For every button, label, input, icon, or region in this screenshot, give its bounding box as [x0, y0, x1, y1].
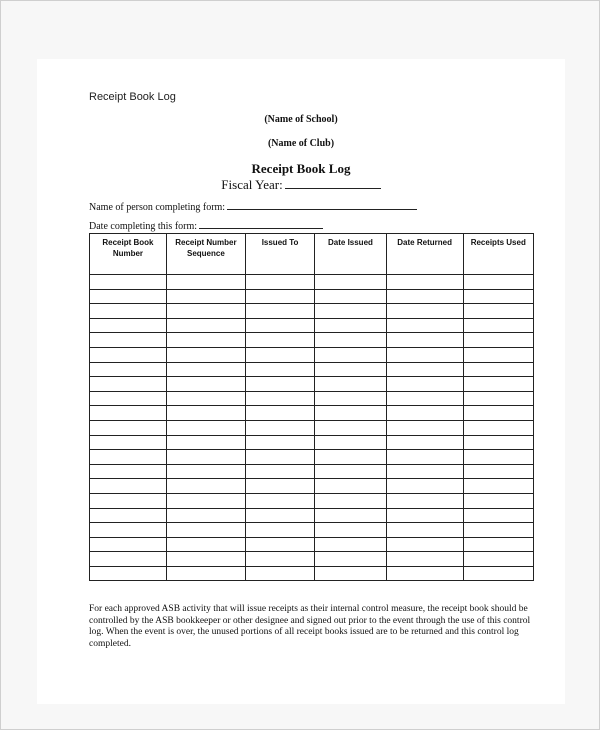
table-cell[interactable]	[90, 420, 167, 435]
table-cell[interactable]	[166, 377, 245, 392]
table-cell[interactable]	[315, 537, 386, 552]
table-cell[interactable]	[315, 479, 386, 494]
receipt-log-table	[89, 233, 534, 581]
school-name: (Name of School)	[264, 114, 338, 125]
table-row	[90, 420, 534, 435]
table-cell[interactable]	[90, 479, 167, 494]
table-cell[interactable]	[245, 523, 314, 538]
fiscal-year-field	[37, 176, 565, 193]
table-cell[interactable]	[463, 493, 533, 508]
table-cell[interactable]	[315, 493, 386, 508]
table-cell[interactable]	[386, 289, 463, 304]
table-row	[90, 391, 534, 406]
table-cell[interactable]	[386, 479, 463, 494]
table-row	[90, 537, 534, 552]
table-cell[interactable]	[386, 406, 463, 421]
table-row	[90, 479, 534, 494]
table-cell[interactable]	[90, 537, 167, 552]
table-cell[interactable]	[463, 566, 533, 581]
table-cell[interactable]	[166, 552, 245, 567]
table-cell[interactable]	[386, 508, 463, 523]
table-cell[interactable]	[386, 420, 463, 435]
table-cell[interactable]	[245, 318, 314, 333]
table-cell[interactable]	[386, 493, 463, 508]
table-cell[interactable]	[386, 362, 463, 377]
table-cell[interactable]	[315, 318, 386, 333]
table-cell[interactable]	[166, 493, 245, 508]
table-cell[interactable]	[166, 523, 245, 538]
table-cell[interactable]	[90, 304, 167, 319]
table-cell[interactable]	[166, 318, 245, 333]
table-row	[90, 552, 534, 567]
table-cell[interactable]	[166, 391, 245, 406]
table-cell[interactable]	[463, 391, 533, 406]
document-page	[37, 59, 565, 704]
table-cell[interactable]	[245, 450, 314, 465]
table-cell[interactable]	[90, 493, 167, 508]
table-cell[interactable]	[386, 566, 463, 581]
table-cell[interactable]	[463, 479, 533, 494]
table-cell[interactable]	[245, 479, 314, 494]
table-cell[interactable]	[90, 406, 167, 421]
table-cell[interactable]	[463, 420, 533, 435]
table-cell[interactable]	[463, 377, 533, 392]
table-row	[90, 304, 534, 319]
table-cell[interactable]	[166, 479, 245, 494]
table-cell[interactable]	[166, 508, 245, 523]
table-cell[interactable]	[166, 347, 245, 362]
table-cell[interactable]	[315, 435, 386, 450]
table-cell[interactable]	[463, 333, 533, 348]
name-field	[89, 200, 417, 213]
table-cell[interactable]	[245, 304, 314, 319]
table-cell[interactable]	[386, 275, 463, 290]
table-cell[interactable]	[245, 420, 314, 435]
date-label: Date completing this form:	[89, 221, 198, 232]
table-cell[interactable]	[315, 406, 386, 421]
table-cell[interactable]	[386, 347, 463, 362]
table-cell[interactable]	[315, 275, 386, 290]
table-row	[90, 362, 534, 377]
table-cell[interactable]	[245, 362, 314, 377]
table-cell[interactable]	[315, 391, 386, 406]
table-cell[interactable]	[386, 377, 463, 392]
table-cell[interactable]	[386, 523, 463, 538]
document-small-title: Receipt Book Log	[89, 91, 176, 103]
table-cell[interactable]	[463, 552, 533, 567]
table-cell[interactable]	[315, 508, 386, 523]
table-cell[interactable]	[315, 347, 386, 362]
col-header: Receipts Used	[463, 234, 533, 275]
table-cell[interactable]	[90, 347, 167, 362]
table-cell[interactable]	[386, 391, 463, 406]
page-title: Receipt Book Log	[251, 161, 351, 176]
table-cell[interactable]	[245, 566, 314, 581]
table-row	[90, 275, 534, 290]
table-cell[interactable]	[90, 377, 167, 392]
table-cell[interactable]	[166, 304, 245, 319]
col-header: Receipt Book Number	[90, 234, 167, 275]
table-row	[90, 289, 534, 304]
table-cell[interactable]	[315, 304, 386, 319]
table-cell[interactable]	[90, 508, 167, 523]
table-row	[90, 435, 534, 450]
table-cell[interactable]	[90, 391, 167, 406]
table-cell[interactable]	[386, 537, 463, 552]
table-cell[interactable]	[463, 508, 533, 523]
table-cell[interactable]	[166, 333, 245, 348]
table-cell[interactable]	[386, 304, 463, 319]
table-cell[interactable]	[90, 362, 167, 377]
col-header: Date Returned	[386, 234, 463, 275]
table-cell[interactable]	[90, 566, 167, 581]
fiscal-year-blank[interactable]	[285, 176, 381, 189]
table-cell[interactable]	[315, 289, 386, 304]
table-cell[interactable]	[463, 347, 533, 362]
table-cell[interactable]	[166, 537, 245, 552]
fiscal-year-label: Fiscal Year:	[221, 177, 283, 192]
table-cell[interactable]	[315, 566, 386, 581]
table-cell[interactable]	[463, 523, 533, 538]
club-name: (Name of Club)	[267, 138, 335, 149]
name-label: Name of person completing form:	[89, 202, 226, 213]
table-cell[interactable]	[90, 333, 167, 348]
footer-note: For each approved ASB activity that will issue receipts as their internal control measure, the receipt book should be controlled by the ASB bookkeeper or other designee and signed out prior to the event through the use of this control log. When the event is over, the unused portions of all receipt books issued are to be returned and this control log completed.	[89, 604, 531, 649]
table-cell[interactable]	[315, 464, 386, 479]
table-cell[interactable]	[90, 275, 167, 290]
table-cell[interactable]	[245, 508, 314, 523]
table-cell[interactable]	[245, 406, 314, 421]
table-cell[interactable]	[245, 377, 314, 392]
table-cell[interactable]	[386, 435, 463, 450]
name-blank[interactable]	[227, 200, 417, 210]
table-cell[interactable]	[315, 377, 386, 392]
table-row	[90, 523, 534, 538]
table-cell[interactable]	[463, 406, 533, 421]
table-row	[90, 566, 534, 581]
table-row	[90, 464, 534, 479]
table-cell[interactable]	[315, 362, 386, 377]
table-cell[interactable]	[166, 435, 245, 450]
table-cell[interactable]	[463, 537, 533, 552]
table-cell[interactable]	[463, 362, 533, 377]
table-cell[interactable]	[315, 333, 386, 348]
table-cell[interactable]	[245, 391, 314, 406]
table-row	[90, 450, 534, 465]
table-cell[interactable]	[90, 289, 167, 304]
table-cell[interactable]	[166, 406, 245, 421]
table-cell[interactable]	[463, 450, 533, 465]
table-cell[interactable]	[245, 493, 314, 508]
table-cell[interactable]	[463, 435, 533, 450]
col-header: Date Issued	[315, 234, 386, 275]
table-cell[interactable]	[90, 552, 167, 567]
table-cell[interactable]	[386, 333, 463, 348]
table-cell[interactable]	[463, 464, 533, 479]
table-cell[interactable]	[386, 450, 463, 465]
table-cell[interactable]	[315, 523, 386, 538]
table-cell[interactable]	[90, 450, 167, 465]
col-header: Issued To	[245, 234, 314, 275]
table-cell[interactable]	[386, 318, 463, 333]
table-cell[interactable]	[386, 464, 463, 479]
table-row	[90, 406, 534, 421]
table-cell[interactable]	[166, 420, 245, 435]
table-cell[interactable]	[166, 450, 245, 465]
table-cell[interactable]	[245, 289, 314, 304]
table-cell[interactable]	[166, 289, 245, 304]
table-cell[interactable]	[463, 289, 533, 304]
table-cell[interactable]	[90, 523, 167, 538]
table-row	[90, 347, 534, 362]
table-cell[interactable]	[315, 420, 386, 435]
table-cell[interactable]	[166, 464, 245, 479]
table-cell[interactable]	[245, 333, 314, 348]
table-row	[90, 508, 534, 523]
table-cell[interactable]	[463, 318, 533, 333]
table-cell[interactable]	[463, 275, 533, 290]
table-cell[interactable]	[166, 362, 245, 377]
table-cell[interactable]	[245, 464, 314, 479]
table-cell[interactable]	[463, 304, 533, 319]
table-cell[interactable]	[90, 435, 167, 450]
date-blank[interactable]	[199, 219, 323, 229]
table-cell[interactable]	[245, 347, 314, 362]
table-cell[interactable]	[245, 537, 314, 552]
table-row	[90, 333, 534, 348]
table-cell[interactable]	[245, 552, 314, 567]
table-cell[interactable]	[90, 464, 167, 479]
table-row	[90, 493, 534, 508]
table-cell[interactable]	[386, 552, 463, 567]
table-cell[interactable]	[90, 318, 167, 333]
table-row	[90, 318, 534, 333]
table-cell[interactable]	[315, 552, 386, 567]
table-cell[interactable]	[315, 450, 386, 465]
table-cell[interactable]	[166, 566, 245, 581]
table-row	[90, 377, 534, 392]
table-cell[interactable]	[166, 275, 245, 290]
table-header-row	[90, 234, 534, 275]
table-cell[interactable]	[245, 275, 314, 290]
date-field	[89, 219, 323, 232]
table-cell[interactable]	[245, 435, 314, 450]
col-header: Receipt Number Sequence	[166, 234, 245, 275]
